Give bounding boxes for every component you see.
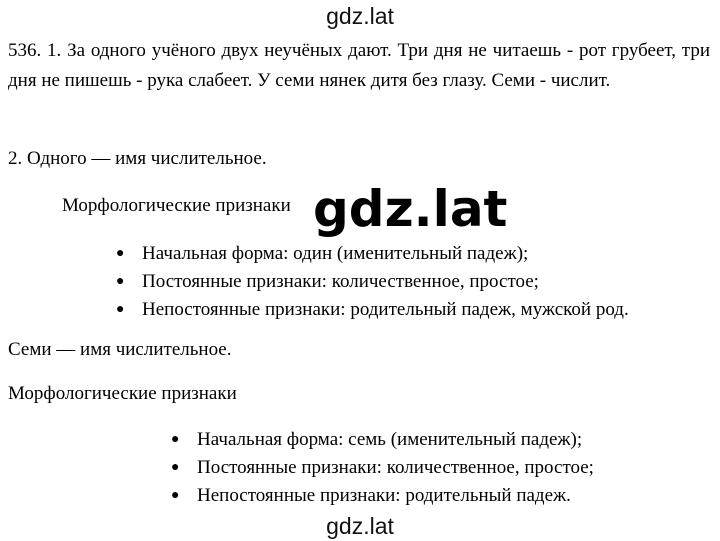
list-item — [171, 426, 594, 454]
bullet-icon: ● — [171, 488, 180, 503]
part3-features-label: Морфологические признаки — [8, 383, 237, 404]
part2-bullet-list — [116, 240, 629, 324]
bullet-icon: ● — [171, 432, 180, 447]
list-item — [116, 240, 629, 268]
list-item — [171, 454, 594, 482]
list-item-text: Начальная форма: один (именительный падеж); — [142, 243, 529, 264]
list-item-text: Начальная форма: семь (именительный падеж); — [197, 429, 583, 450]
list-item-text: Непостоянные признаки: родительный падеж, мужской род. — [142, 299, 629, 320]
bullet-icon: ● — [116, 274, 125, 289]
list-item — [171, 482, 594, 510]
part2-features-label: Морфологические признаки — [62, 195, 291, 216]
list-item-text: Непостоянные признаки: родительный падеж. — [197, 485, 571, 506]
part3-heading: Семи — имя числительное. — [8, 339, 232, 360]
bullet-icon: ● — [116, 246, 125, 261]
list-item-text: Постоянные признаки: количественное, простое; — [142, 271, 539, 292]
watermark-bottom: gdz.lat — [326, 513, 394, 539]
bullet-icon: ● — [116, 302, 125, 317]
part2-heading: 2. Одного — имя числительное. — [8, 148, 267, 169]
list-item — [116, 268, 629, 296]
watermark-center: gdz.lat — [313, 180, 508, 238]
list-item-text: Постоянные признаки: количественное, простое; — [197, 457, 594, 478]
part3-bullet-list — [171, 426, 594, 510]
watermark-top: gdz.lat — [326, 3, 394, 29]
task-text: 536. 1. За одного учёного двух неучёных дают. Три дня не читаешь - рот грубеет, три дня не пишешь - рука слабеет. У семи нянек дитя без глазу. Семи - числит. — [8, 40, 710, 91]
bullet-icon: ● — [171, 460, 180, 475]
list-item — [116, 296, 629, 324]
